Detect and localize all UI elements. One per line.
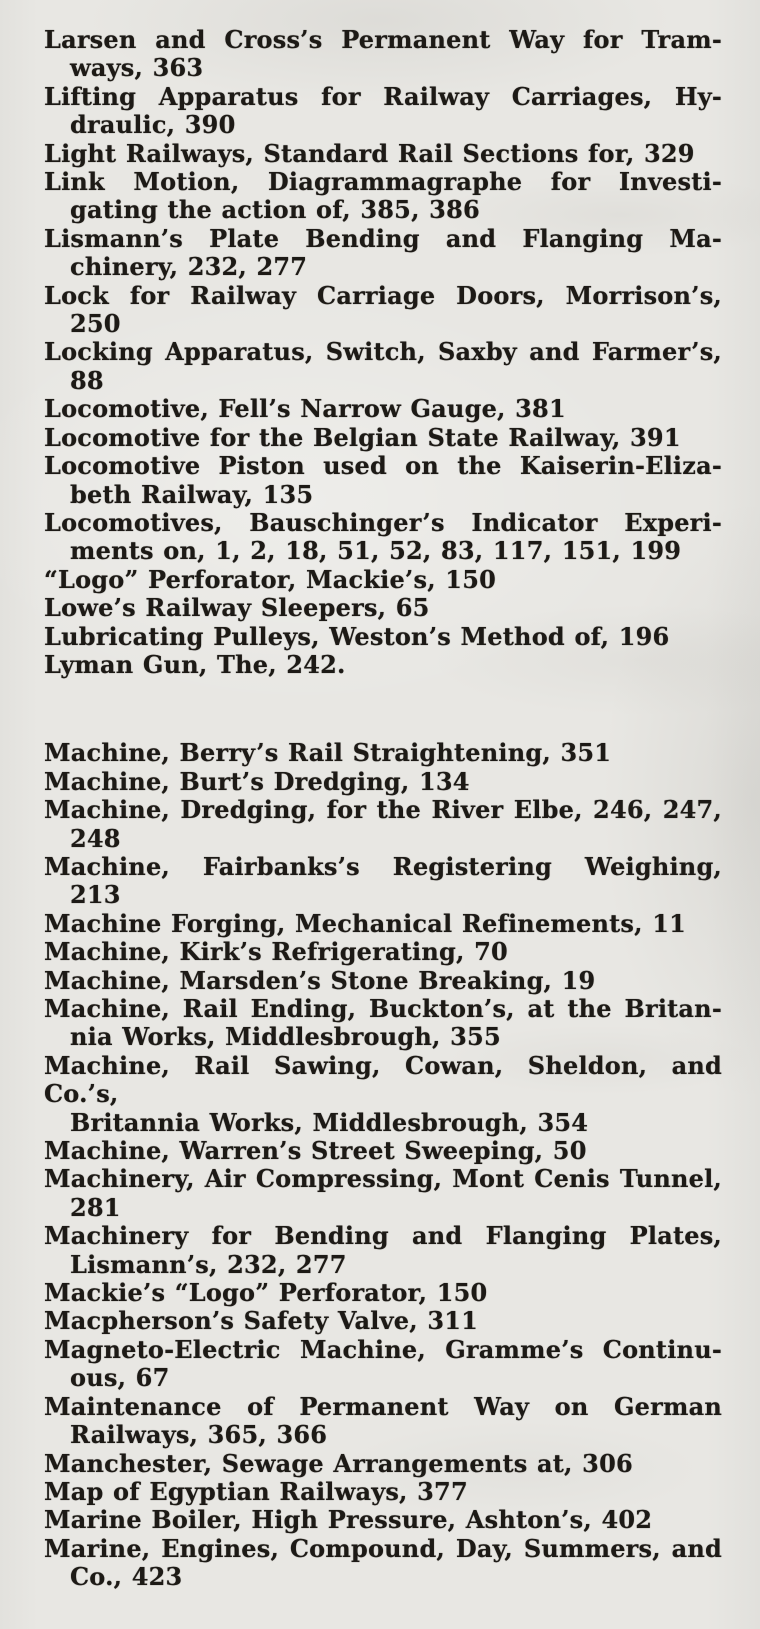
index-entry [44, 1137, 722, 1165]
index-entry [44, 566, 722, 594]
entry-first-line: Machinery, Air Compressing, Mont Cenis Tunnel, [44, 1164, 722, 1194]
entry-continuation-line: draulic, 390 [70, 110, 236, 140]
entry-first-line: Machine, Dredging, for the River Elbe, 246, 247, [44, 795, 722, 825]
index-entry [44, 910, 722, 938]
index-entry [44, 651, 722, 679]
entry-first-line: Locomotive, Fell’s Narrow Gauge, 381 [44, 394, 566, 424]
index-entry [44, 739, 722, 767]
entry-first-line: Machine, Fairbanks’s Registering Weighing, [44, 851, 722, 881]
index-entry [44, 282, 722, 339]
entry-continuation-line: ways, 363 [70, 53, 204, 83]
entry-first-line: Machine, Marsden’s Stone Breaking, 19 [44, 965, 596, 995]
entry-first-line: Lismann’s Plate Bending and Flanging Ma- [44, 223, 722, 253]
index-entry [44, 796, 722, 853]
entry-first-line: Map of Egyptian Railways, 377 [44, 1476, 468, 1506]
entry-continuation-line: 213 [70, 880, 121, 910]
index-entry [44, 1336, 722, 1393]
entry-continuation-line: nia Works, Middlesbrough, 355 [70, 1022, 501, 1052]
index-entry [44, 623, 722, 651]
index-entry [44, 26, 722, 83]
index-entry [44, 140, 722, 168]
index-entry [44, 424, 722, 452]
entry-continuation-line: Britannia Works, Middlesbrough, 354 [70, 1107, 589, 1137]
entry-first-line: Machine Forging, Mechanical Refinements, 11 [44, 908, 687, 938]
entry-first-line: Machine, Rail Ending, Buckton’s, at the Britan- [44, 994, 722, 1023]
index-entry [44, 395, 722, 423]
index-entry [44, 1052, 722, 1137]
entry-first-line: Lifting Apparatus for Railway Carriages, Hy- [44, 81, 722, 111]
entry-continuation-line: gating the action of, 385, 386 [70, 195, 480, 225]
entry-first-line: Machine, Rail Sawing, Cowan, Sheldon, and Co.’s, [44, 1050, 722, 1109]
entry-first-line: Manchester, Sewage Arrangements at, 306 [44, 1448, 633, 1478]
entry-continuation-line: Lismann’s, 232, 277 [70, 1249, 347, 1279]
entry-first-line: Lock for Railway Carriage Doors, Morrison’s, [44, 280, 722, 310]
entry-first-line: Magneto-Electric Machine, Gramme’s Continu- [44, 1334, 722, 1364]
index-entry [44, 853, 722, 910]
entry-continuation-line: Co., 423 [70, 1562, 183, 1592]
entry-first-line: Mackie’s “Logo” Perforator, 150 [44, 1278, 488, 1308]
entry-first-line: Machine, Kirk’s Refrigerating, 70 [44, 937, 508, 967]
index-entry [44, 1279, 722, 1307]
index-entry [44, 995, 722, 1052]
entry-first-line: Marine Boiler, High Pressure, Ashton’s, 402 [44, 1505, 653, 1535]
entry-first-line: Macpherson’s Safety Valve, 311 [44, 1306, 479, 1336]
entry-first-line: Locking Apparatus, Switch, Saxby and Farmer’s, [44, 337, 722, 367]
index-entry [44, 1535, 722, 1592]
entry-first-line: Light Railways, Standard Rail Sections for, 329 [44, 138, 695, 168]
index-entry [44, 225, 722, 282]
index-entry [44, 509, 722, 566]
index-entry [44, 1478, 722, 1506]
index-entry [44, 1450, 722, 1478]
entry-first-line: Lyman Gun, The, 242. [44, 649, 346, 679]
entry-first-line: Marine, Engines, Compound, Day, Summers, and [44, 1533, 722, 1563]
entry-first-line: Locomotive Piston used on the Kaiserin-Eliza- [44, 451, 722, 481]
entry-first-line: Lowe’s Railway Sleepers, 65 [44, 593, 430, 623]
entry-continuation-line: 88 [70, 365, 104, 395]
index-entry [44, 1222, 722, 1279]
entry-continuation-line: ous, 67 [70, 1363, 170, 1393]
index-entry [44, 452, 722, 509]
entry-first-line: Machine, Berry’s Rail Straightening, 351 [44, 738, 612, 768]
entry-first-line: Locomotives, Bauschinger’s Indicator Experi- [44, 507, 722, 537]
index-entry [44, 338, 722, 395]
entry-first-line: Machine, Burt’s Dredging, 134 [44, 766, 470, 796]
entry-first-line: Link Motion, Diagrammagraphe for Investi- [44, 167, 722, 197]
index-entry [44, 1165, 722, 1222]
entry-first-line: Machine, Warren’s Street Sweeping, 50 [44, 1136, 587, 1166]
entry-first-line: Larsen and Cross’s Permanent Way for Tram- [44, 25, 722, 54]
entry-continuation-line: beth Railway, 135 [70, 479, 314, 509]
entry-continuation-line: 248 [70, 823, 121, 853]
entry-continuation-line: 281 [70, 1192, 121, 1222]
index-entry [44, 938, 722, 966]
index-entry [44, 1506, 722, 1534]
entry-continuation-line: 250 [70, 309, 121, 339]
index-entry [44, 967, 722, 995]
entry-first-line: Maintenance of Permanent Way on German [44, 1391, 722, 1421]
index-entry [44, 594, 722, 622]
entry-first-line: Machinery for Bending and Flanging Plates, [44, 1221, 722, 1251]
index-entry [44, 168, 722, 225]
entry-continuation-line: Railways, 365, 366 [70, 1420, 328, 1450]
entry-continuation-line: ments on, 1, 2, 18, 51, 52, 83, 117, 151, 199 [70, 536, 682, 566]
index-entry [44, 1393, 722, 1450]
index-list [44, 26, 722, 1592]
index-entry [44, 768, 722, 796]
entry-first-line: “Logo” Perforator, Mackie’s, 150 [44, 564, 497, 594]
index-entry [44, 83, 722, 140]
entry-first-line: Locomotive for the Belgian State Railway, 391 [44, 422, 681, 452]
entry-first-line: Lubricating Pulleys, Weston’s Method of, 196 [44, 621, 670, 651]
entry-continuation-line: chinery, 232, 277 [70, 252, 308, 282]
index-entry [44, 1307, 722, 1335]
